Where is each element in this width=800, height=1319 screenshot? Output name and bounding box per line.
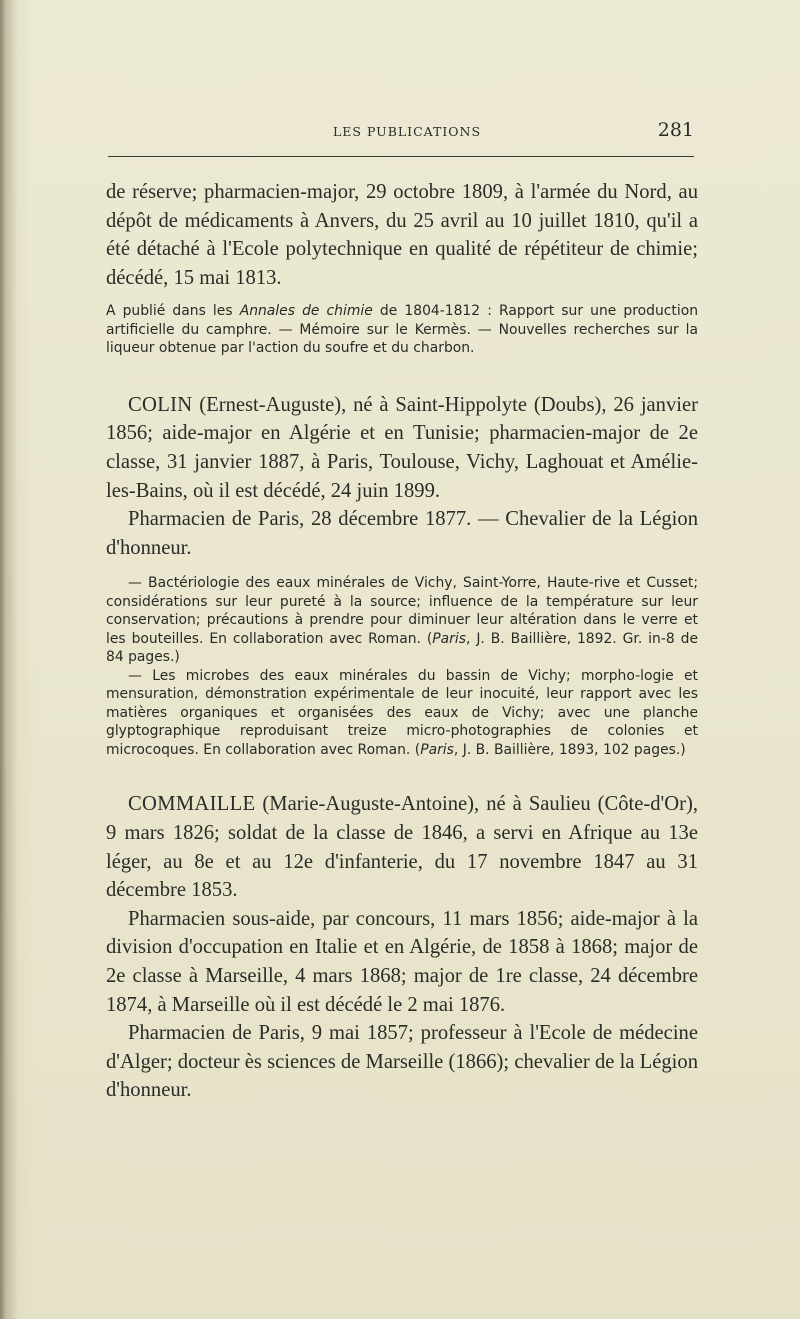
colin-entry-paragraph [106,391,698,505]
colin-publication-2 [106,667,698,760]
commaille-bio-text: (Marie-Auguste-Antoine), né à Saulieu (Côte-d'Or), 9 mars 1826; soldat de la classe de 1846, a servi en Afrique au 13e léger, au 8e et au 12e d'infanterie, du 17 novembre 1847 au 31 décembre 1853. [106,793,698,902]
page-header [108,116,694,157]
commaille-honors-paragraph: Pharmacien de Paris, 9 mai 1857; professeur à l'Ecole de médecine d'Alger; docteur ès sciences de Marseille (1866); chevalier de la Légion d'honneur. [106,1022,698,1102]
note-text: de 1804-1812 : Rapport sur une production artificielle du camphre. — Mémoire sur le Kermès. — Nouvelles recherches sur la liqueur obtenue par l'action du soufre et du charbon. [106,303,698,357]
note-journal-title: Annales de chimie [239,303,373,320]
publication-text: , J. B. Baillière, 1893, 102 pages.) [453,741,686,758]
page-body [106,178,698,1105]
publication-text: — Les microbes des eaux minérales du bassin de Vichy; morpho-logie et mensuration, démonstration expérimentale de leur inocuité, leur rapport avec les matières organiques et organisées des eaux de Vichy; avec une planche glyptographique reproduisant treize micro-photographies de colonies et microcoques. En collaboration avec Roman. ( [106,667,698,758]
entry-continuation-paragraph: de réserve; pharmacien-major, 29 octobre 1809, à l'armée du Nord, au dépôt de médicaments à Anvers, du 25 avril au 10 juillet 1810, qu'il a été détaché à l'Ecole polytechnique en qualité de répétiteur de chimie; décédé, 15 mai 1813. [106,181,698,289]
note-text: A publié dans les [106,303,240,320]
publication-text: — Bactériologie des eaux minérales de Vichy, Saint-Yorre, Haute-rive et Cusset; considérations sur leur pureté à la source; influence de la température sur leur conservation; précautions à prendre pour diminuer leur altération dans le verre et les bouteilles. En collaboration avec Roman. ( [106,575,698,647]
publication-place: Paris [420,741,454,758]
running-head: LES PUBLICATIONS [333,124,482,139]
commaille-career-paragraph: Pharmacien sous-aide, par concours, 11 mars 1856; aide-major à la division d'occupation en Italie et en Algérie, de 1858 à 1868; major de 2e classe à Marseille, 4 mars 1868; major de 1re classe, 24 décembre 1874, à Marseille où il est décédé le 2 mai 1876. [106,907,698,1016]
colin-honors-paragraph: Pharmacien de Paris, 28 décembre 1877. — Chevalier de la Légion d'honneur. [106,508,698,559]
colin-publication-1 [106,574,698,667]
colin-bio-text: (Ernest-Auguste), né à Saint-Hippolyte (Doubs), 26 janvier 1856; aide-major en Algérie et en Tunisie; pharmacien-major de 2e classe, 31 janvier 1887, à Paris, Toulouse, Vichy, Laghouat et Amélie-les-Bains, où il est décédé, 24 juin 1899. [106,393,698,502]
publication-place: Paris [432,630,466,647]
commaille-name: COMMAILLE [128,793,256,816]
commaille-entry-paragraph [106,790,698,904]
publication-text: , J. B. Baillière, 1892. Gr. in-8 de 84 pages.) [106,630,698,666]
colin-name: COLIN [128,393,193,416]
publications-note [106,302,698,358]
page-number: 281 [657,119,694,141]
